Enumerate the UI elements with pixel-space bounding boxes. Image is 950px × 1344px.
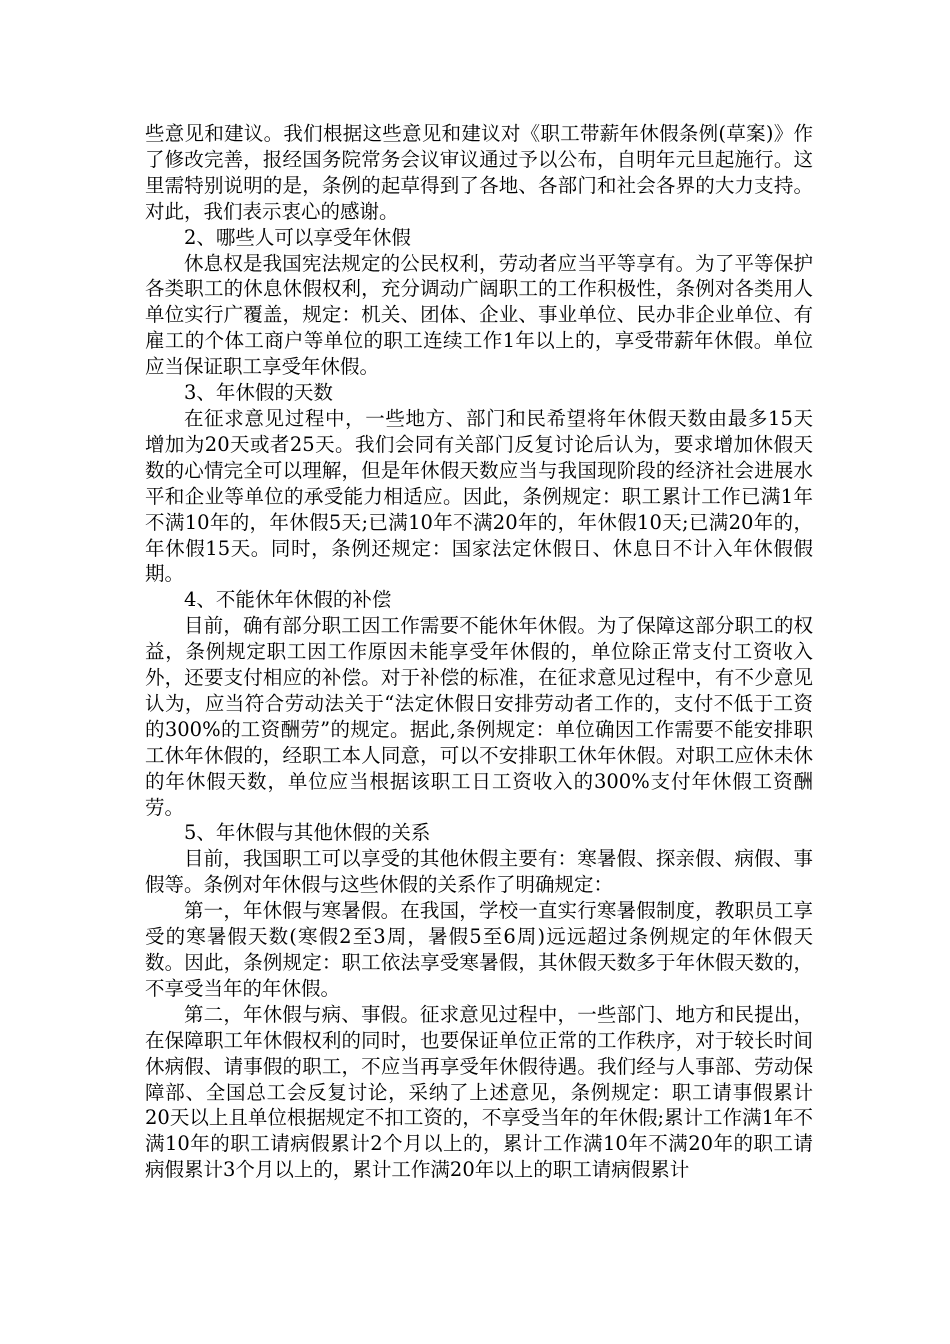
paragraph-intro: 些意见和建议。我们根据这些意见和建议对《职工带薪年休假条例(草案)》作了修改完善，报经国务院常务会议审议通过予以公布，自明年元旦起施行。这里需特别说明的是，条例的起草得到了各地、各部门和社会各界的大力支持。对此，我们表示衷心的感谢。: [145, 122, 813, 223]
paragraph-section-5-intro: 目前，我国职工可以享受的其他休假主要有：寒暑假、探亲假、病假、事假等。条例对年休假与这些休假的关系作了明确规定：: [145, 847, 813, 897]
paragraph-section-2: 休息权是我国宪法规定的公民权利，劳动者应当平等享有。为了平等保护各类职工的休息休假权利，充分调动广阔职工的工作积极性，条例对各类用人单位实行广覆盖，规定：机关、团体、企业、事业单位、民办非企业单位、有雇工的个体工商户等单位的职工连续工作1年以上的，享受带薪年休假。单位应当保证职工享受年休假。: [145, 251, 813, 379]
section-heading-3: 3、年休假的天数: [184, 381, 333, 405]
document-page: [145, 121, 813, 1183]
section-heading-4: 4、不能休年休假的补偿: [184, 588, 392, 612]
paragraph-section-3: 在征求意见过程中，一些地方、部门和民希望将年休假天数由最多15天增加为20天或者25天。我们会同有关部门反复讨论后认为，要求增加休假天数的心情完全可以理解，但是年休假天数应当与我国现阶段的经济社会进展水平和企业等单位的承受能力相适应。因此，条例规定：职工累计工作已满1年不满10年的，年休假5天;已满10年不满20年的，年休假10天;已满20年的，年休假15天。同时，条例还规定：国家法定休假日、休息日不计入年休假假期。: [145, 406, 813, 586]
paragraph-section-5-first: 第一，年休假与寒暑假。在我国，学校一直实行寒暑假制度，教职员工享受的寒暑假天数(寒假2至3周，暑假5至6周)远远超过条例规定的年休假天数。因此，条例规定：职工依法享受寒暑假，其休假天数多于年休假天数的，不享受当年的年休假。: [145, 899, 813, 1000]
paragraph-section-5-second: 第二，年休假与病、事假。征求意见过程中，一些部门、地方和民提出，在保障职工年休假权利的同时，也要保证单位正常的工作秩序，对于较长时间休病假、请事假的职工，不应当再享受年休假待遇。我们经与人事部、劳动保障部、全国总工会反复讨论，采纳了上述意见，条例规定：职工请事假累计20天以上且单位根据规定不扣工资的，不享受当年的年休假;累计工作满1年不满10年的职工请病假累计2个月以上的，累计工作满10年不满20年的职工请病假累计3个月以上的，累计工作满20年以上的职工请病假累计: [145, 1002, 813, 1182]
section-heading-5: 5、年休假与其他休假的关系: [184, 821, 431, 845]
section-heading-2: 2、哪些人可以享受年休假: [184, 225, 411, 249]
paragraph-section-4: 目前，确有部分职工因工作需要不能休年休假。为了保障这部分职工的权益，条例规定职工因工作原因未能享受年休假的，单位除正常支付工资收入外，还要支付相应的补偿。对于补偿的标准，在征求意见过程中，有不少意见认为，应当符合劳动法关于“法定休假日安排劳动者工作的，支付不低于工资的300%的工资酬劳”的规定。据此,条例规定：单位确因工作需要不能安排职工休年休假的，经职工本人同意，可以不安排职工休年休假。对职工应休未休的年休假天数，单位应当根据该职工日工资收入的300%支付年休假工资酬劳。: [145, 614, 813, 819]
